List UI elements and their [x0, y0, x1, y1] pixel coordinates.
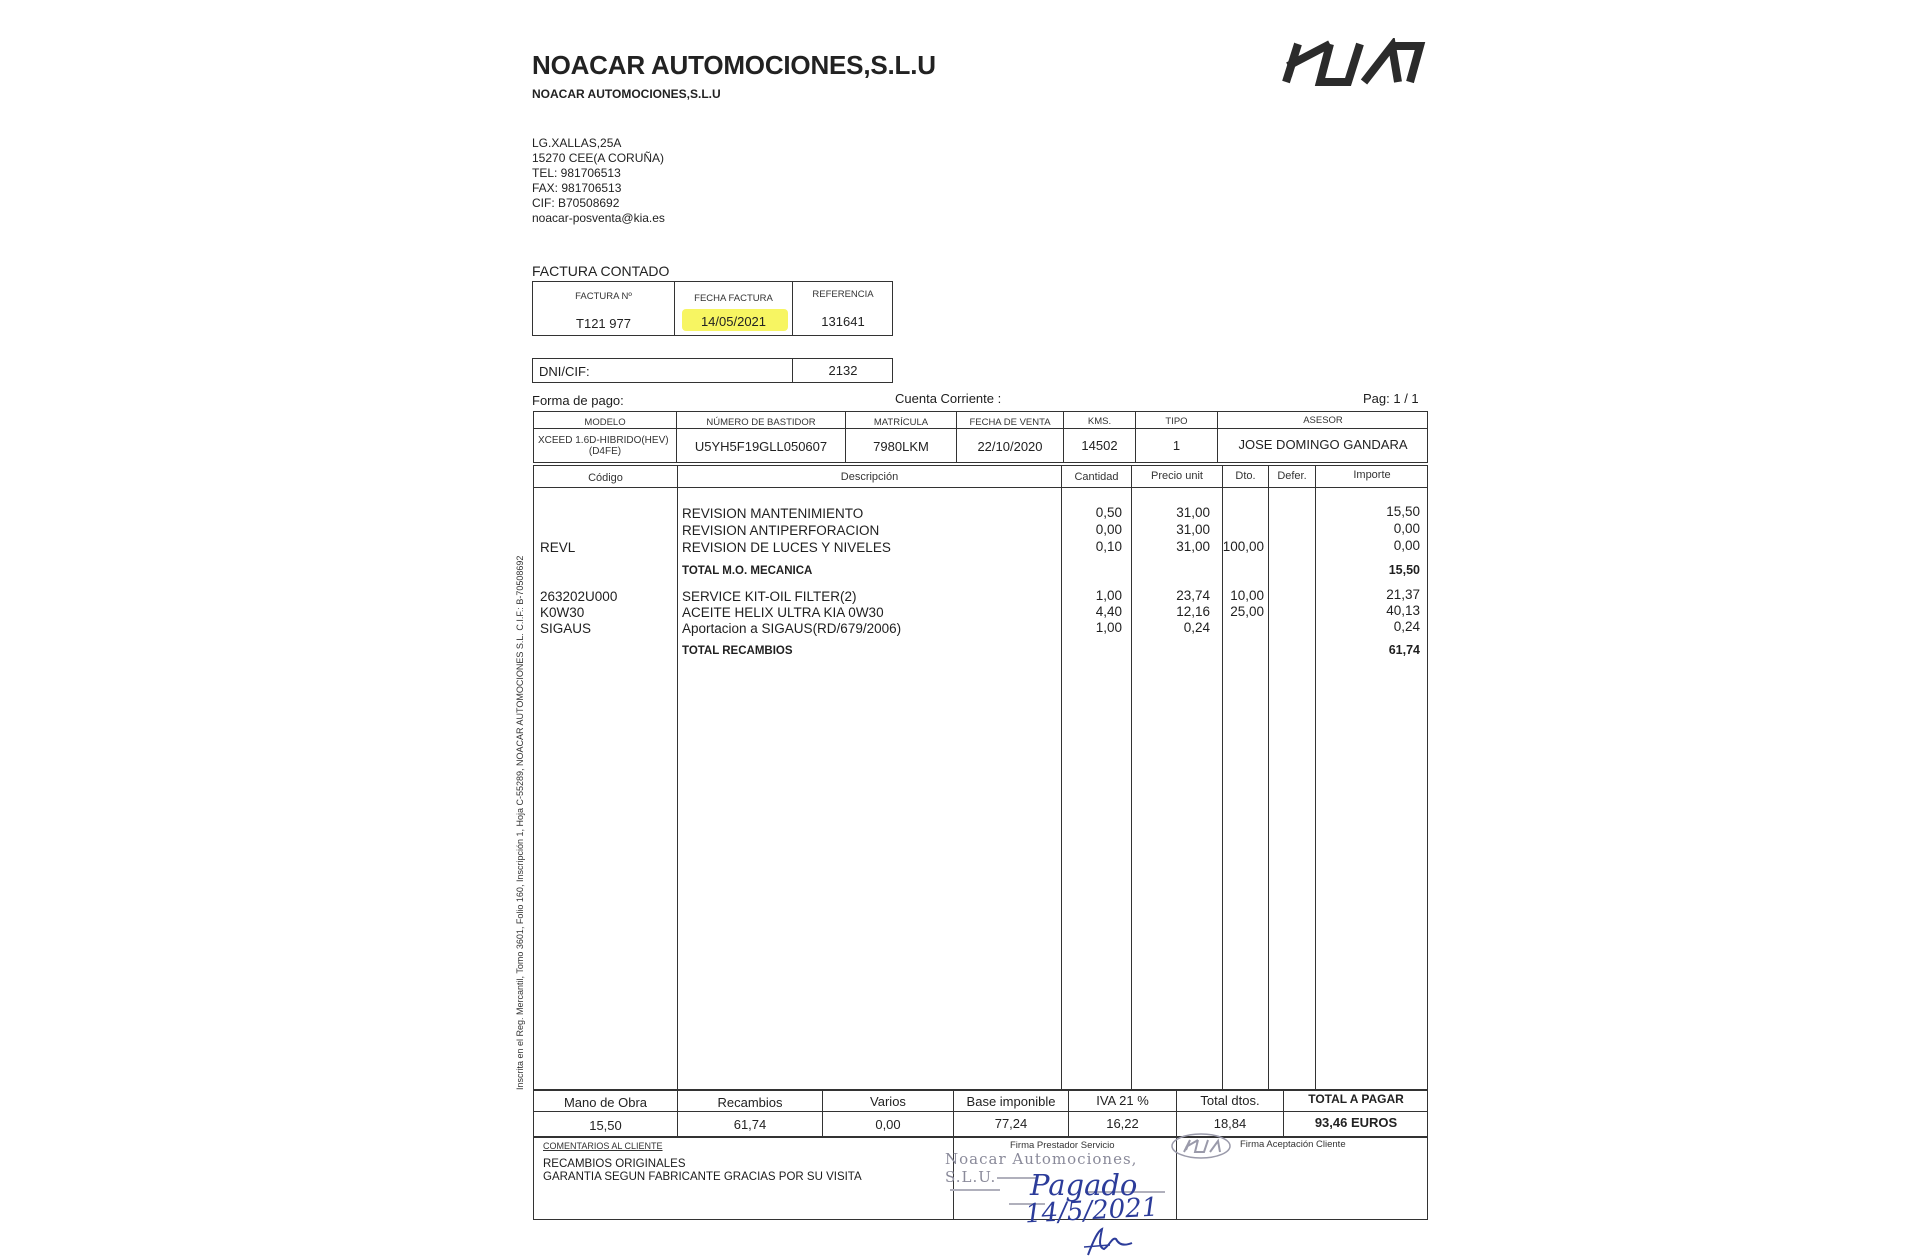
col-code-header: Código — [588, 472, 623, 484]
comments-label: COMENTARIOS AL CLIENTE — [543, 1141, 663, 1151]
advisor-label: ASESOR — [1303, 415, 1343, 426]
vin-value: U5YH5F19GLL050607 — [694, 439, 828, 454]
reference-label: REFERENCIA — [812, 289, 874, 300]
tax-base-label: Base imponible — [966, 1094, 1056, 1109]
plate-value: 7980LKM — [873, 439, 929, 454]
address-email: noacar-posventa@kia.es — [532, 211, 665, 225]
row-unit-price: 31,00 — [1176, 505, 1210, 520]
address-street: LG.XALLAS,25A — [532, 136, 622, 150]
row-discount: 10,00 — [1230, 588, 1264, 603]
comment-line-2: GARANTIA SEGUN FABRICANTE GRACIAS POR SU VISITA — [543, 1171, 862, 1183]
stamp-company-name: Noacar Automociones, S.L.U. — [945, 1150, 1138, 1186]
type-label: TIPO — [1165, 416, 1188, 427]
row-code: SIGAUS — [540, 621, 592, 636]
parts-total-value: 61,74 — [733, 1117, 767, 1132]
discount-total-label: Total dtos. — [1200, 1093, 1260, 1108]
row-amount: 21,37 — [1386, 587, 1420, 602]
row-amount: 0,24 — [1393, 619, 1420, 634]
row-amount: 0,00 — [1393, 538, 1420, 553]
grand-total-label: TOTAL A PAGAR — [1308, 1092, 1404, 1106]
row-description: ACEITE HELIX ULTRA KIA 0W30 — [682, 605, 884, 620]
parts-total-label: Recambios — [717, 1095, 783, 1110]
handwritten-paid: Pagado — [1030, 1168, 1138, 1202]
tax-base-value: 77,24 — [994, 1116, 1028, 1131]
model-label: MODELO — [584, 417, 626, 428]
row-quantity: 1,00 — [1095, 620, 1122, 635]
subtotal-labor-label: TOTAL M.O. MECANICA — [682, 565, 813, 577]
discount-total-value: 18,84 — [1213, 1116, 1247, 1131]
row-amount: 15,50 — [1386, 504, 1420, 519]
payment-method: Cuenta Corriente : — [895, 391, 1002, 406]
row-unit-price: 23,74 — [1176, 588, 1210, 603]
col-amount-header: Importe — [1353, 469, 1391, 481]
col-qty-header: Cantidad — [1074, 471, 1119, 483]
subtotal-parts-label: TOTAL RECAMBIOS — [682, 645, 793, 657]
model-line1: XCEED 1.6D-HIBRIDO(HEV) — [538, 435, 669, 446]
stamp-kia-oval — [1170, 1132, 1232, 1165]
row-description: SERVICE KIT-OIL FILTER(2) — [682, 589, 857, 604]
model-line2: (D4FE) — [588, 446, 622, 457]
invoice-date-label: FECHA FACTURA — [694, 293, 773, 304]
reference-number: 131641 — [821, 314, 865, 329]
provider-signature-label: Firma Prestador Servicio — [1010, 1140, 1115, 1151]
address-city: 15270 CEE(A CORUÑA) — [532, 151, 665, 165]
handwritten-date: 14/5/2021 — [1024, 1192, 1160, 1230]
client-signature-label: Firma Aceptación Cliente — [1240, 1139, 1346, 1150]
dni-label: DNI/CIF: — [539, 364, 590, 379]
grand-total-value: 93,46 EUROS — [1314, 1115, 1398, 1130]
vat-label: IVA 21 % — [1096, 1093, 1149, 1108]
kia-logo — [1280, 38, 1430, 95]
lines-table — [533, 465, 1428, 1090]
client-code: 2132 — [828, 363, 858, 378]
row-description: REVISION ANTIPERFORACION — [682, 523, 880, 538]
invoice-number-label: FACTURA Nº — [575, 291, 632, 302]
misc-total-value: 0,00 — [875, 1117, 901, 1132]
row-quantity: 0,00 — [1095, 522, 1122, 537]
row-description: REVISION DE LUCES Y NIVELES — [682, 540, 891, 555]
row-quantity: 1,00 — [1095, 588, 1122, 603]
labor-total-label: Mano de Obra — [563, 1095, 648, 1110]
row-code: K0W30 — [540, 605, 585, 620]
payment-label: Forma de pago: — [532, 393, 624, 408]
sale-date-label: FECHA DE VENTA — [969, 417, 1051, 428]
misc-total-label: Varios — [870, 1094, 906, 1109]
page-number: Pag: 1 / 1 — [1363, 391, 1419, 406]
vat-value: 16,22 — [1106, 1116, 1139, 1131]
kms-label: KMS. — [1087, 416, 1112, 427]
row-discount: 25,00 — [1230, 604, 1264, 619]
col-desc-header: Descripción — [840, 471, 899, 483]
row-discount: 100,00 — [1222, 539, 1264, 554]
kms-value: 14502 — [1081, 438, 1118, 453]
row-description: Aportacion a SIGAUS(RD/679/2006) — [682, 621, 902, 636]
invoice-date: 14/05/2021 — [700, 314, 767, 329]
row-description: REVISION MANTENIMIENTO — [682, 506, 864, 521]
subtotal-parts-value: 61,74 — [1388, 643, 1420, 657]
company-name: NOACAR AUTOMOCIONES,S.L.U — [532, 50, 936, 80]
labor-total-value: 15,50 — [589, 1118, 622, 1133]
row-code: 263202U000 — [540, 589, 618, 604]
registry-note: Inscrita en el Reg. Mercantil, Tomo 3601, Folio 160, Inscripción 1, Hoja C-55289, NOACAR AUTOMOCIONES S.L. C.I.F.: B-70508692 — [515, 555, 525, 1090]
row-quantity: 0,50 — [1095, 505, 1122, 520]
row-unit-price: 0,24 — [1183, 620, 1210, 635]
col-discount-header: Dto. — [1235, 470, 1256, 482]
handwritten-signature — [1080, 1225, 1140, 1257]
col-deferred-header: Defer. — [1277, 470, 1307, 482]
vin-label: NÚMERO DE BASTIDOR — [706, 417, 816, 428]
row-code: REVL — [540, 540, 576, 555]
subtotal-labor-value: 15,50 — [1388, 563, 1420, 577]
row-unit-price: 31,00 — [1176, 539, 1210, 554]
address-phone: TEL: 981706513 — [532, 166, 621, 180]
col-price-header: Precio unit — [1151, 470, 1203, 482]
row-quantity: 4,40 — [1095, 604, 1122, 619]
comment-line-1: RECAMBIOS ORIGINALES — [543, 1158, 686, 1170]
type-value: 1 — [1172, 438, 1181, 453]
row-amount: 40,13 — [1386, 603, 1420, 618]
sale-date-value: 22/10/2020 — [977, 439, 1043, 454]
company-subtitle: NOACAR AUTOMOCIONES,S.L.U — [532, 87, 721, 101]
row-unit-price: 12,16 — [1176, 604, 1210, 619]
row-quantity: 0,10 — [1095, 539, 1122, 554]
row-amount: 0,00 — [1393, 521, 1420, 536]
advisor-value: JOSE DOMINGO GANDARA — [1238, 437, 1408, 452]
address-fax: FAX: 981706513 — [532, 181, 622, 195]
row-unit-price: 31,00 — [1176, 522, 1210, 537]
document-type: FACTURA CONTADO — [532, 263, 670, 279]
invoice-number: T121 977 — [576, 316, 631, 331]
plate-label: MATRÍCULA — [873, 417, 929, 428]
address-cif: CIF: B70508692 — [532, 196, 620, 210]
